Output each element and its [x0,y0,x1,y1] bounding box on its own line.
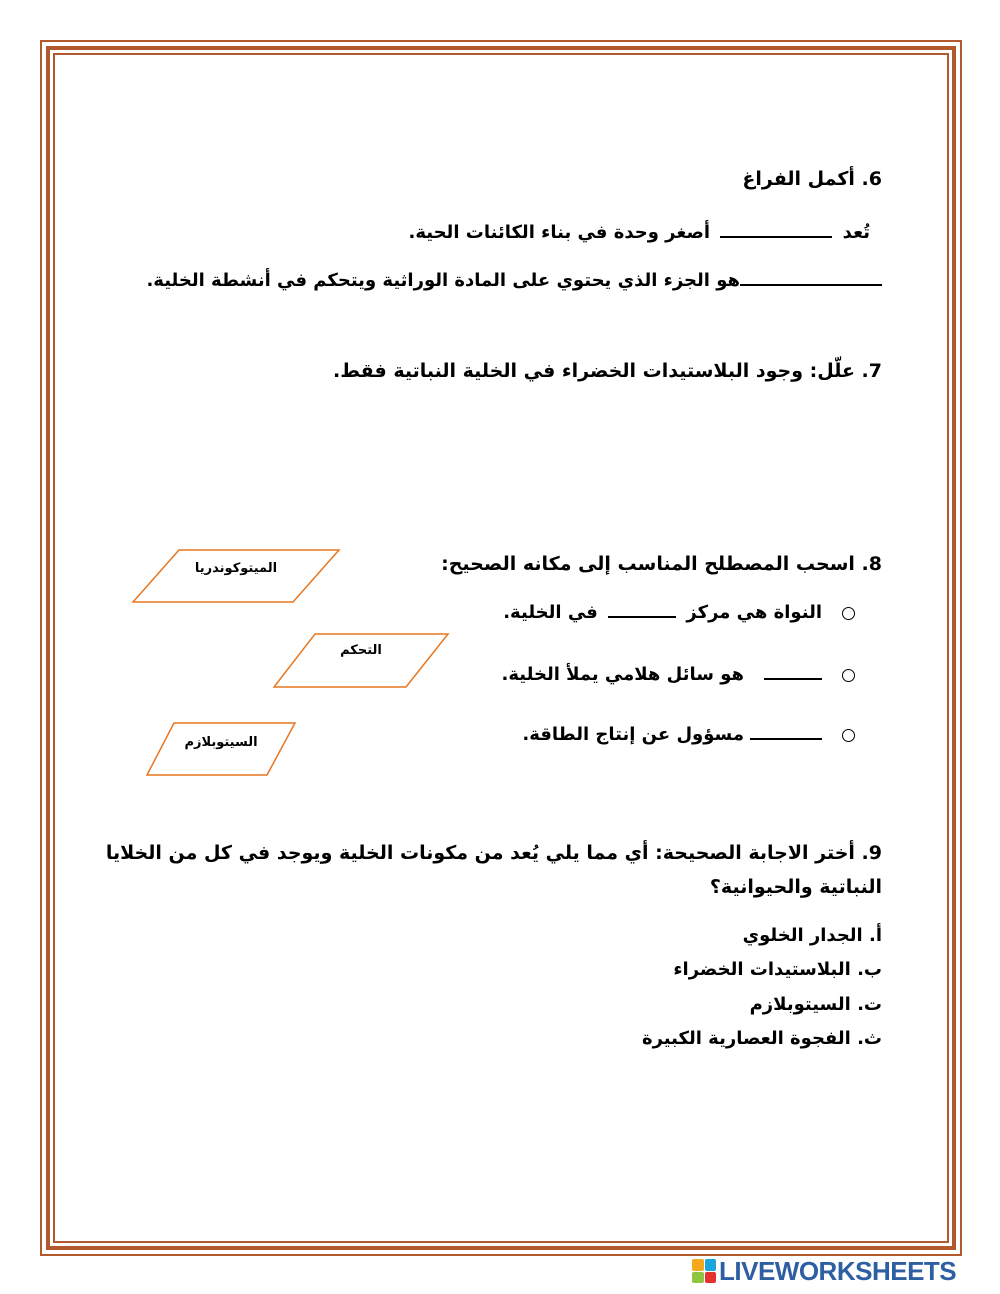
drag-option-cytoplasm[interactable] [146,722,296,776]
q6-blank-2[interactable] [740,268,882,286]
q8-item3-suffix: مسؤول عن إنتاج الطاقة. [522,724,744,745]
liveworksheets-logo-icon [692,1259,716,1283]
q6-sentence-2 [146,268,882,292]
liveworksheets-text: LIVEWORKSHEETS [719,1255,957,1286]
q9-choice-d[interactable]: ث. الفجوة العصارية الكبيرة [641,1028,882,1049]
bullet-icon [842,607,855,620]
q9-choice-a[interactable]: أ. الجدار الخلوي [742,925,882,946]
q6-line1-suffix: أصغر وحدة في بناء الكائنات الحية. [408,222,711,243]
q7-title: 7. علّل: وجود البلاستيدات الخضراء في الخلية النباتية فقط. [333,360,882,382]
bullet-icon [842,729,855,742]
q8-item-2 [502,662,855,686]
q6-blank-1[interactable] [720,220,832,238]
q6-sentence-1 [408,220,870,244]
drag-option-control[interactable] [273,633,449,688]
bullet-icon [842,669,855,682]
q8-drop-target-1[interactable] [608,600,676,618]
q6-line2-suffix: هو الجزء الذي يحتوي على المادة الوراثية ويتحكم في أنشطة الخلية. [146,270,740,291]
q9-choice-c[interactable]: ت. السيتوبلازم [749,994,882,1015]
q9-choice-b[interactable]: ب. البلاستيدات الخضراء [673,959,882,980]
drag-option-label: السيتوبلازم [184,734,258,750]
q6-title: 6. أكمل الفراغ [742,168,882,190]
q6-line1-prefix: تُعد [842,222,870,243]
q8-item1-prefix: النواة هي مركز [686,602,822,623]
q8-title: 8. اسحب المصطلح المناسب إلى مكانه الصحيح: [441,553,882,575]
drag-option-mitochondria[interactable] [132,549,340,603]
liveworksheets-logo [692,1255,957,1286]
q8-drop-target-2[interactable] [764,662,822,680]
q8-drop-target-3[interactable] [750,722,822,740]
q8-item1-suffix: في الخلية. [503,602,598,623]
q8-item2-suffix: هو سائل هلامي يملأ الخلية. [501,664,744,685]
q9-title-line-2: النباتية والحيوانية؟ [709,876,882,898]
q9-title-line-1: 9. أختر الاجابة الصحيحة: أي مما يلي يُعد من مكونات الخلية ويوجد في كل من الخلايا [105,842,882,864]
drag-option-label: التحكم [340,643,382,658]
q8-item-1 [503,600,855,624]
drag-option-label: الميتوكوندريا [194,560,278,576]
q8-item-3 [522,722,855,746]
